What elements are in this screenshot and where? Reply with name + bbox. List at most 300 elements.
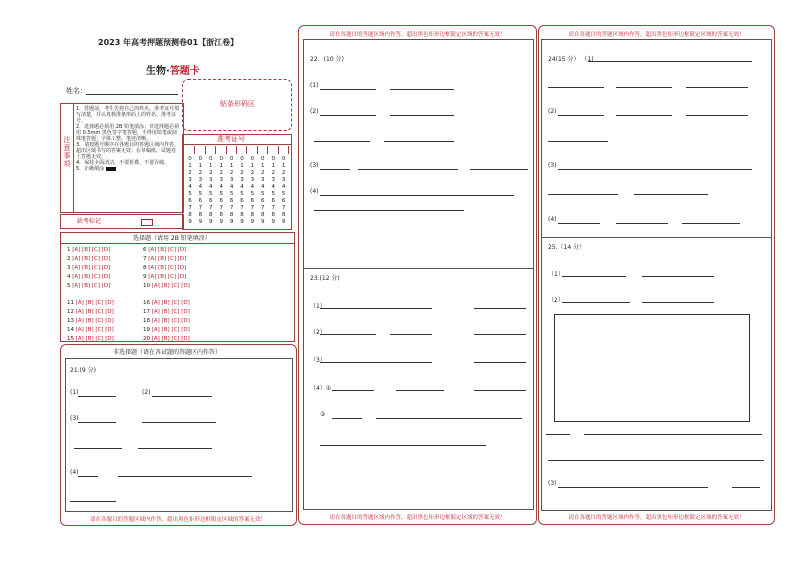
exam-id-digit[interactable]: 3 (219, 177, 223, 183)
exam-id-digit[interactable]: 8 (281, 212, 286, 218)
exam-id-digit[interactable]: 1 (261, 163, 265, 169)
exam-id-digit[interactable]: 1 (198, 163, 203, 169)
exam-id-digit[interactable]: 6 (229, 198, 234, 204)
exam-id-digit[interactable]: 8 (240, 212, 244, 218)
q24-part2: (2) (548, 108, 557, 115)
exam-id-digit[interactable]: 6 (188, 198, 192, 204)
q23-part2: （2） (310, 329, 326, 336)
choice-number: 11 (67, 300, 74, 306)
exam-id-digit[interactable]: 7 (281, 205, 286, 211)
choice-row[interactable] (67, 309, 114, 315)
exam-id-digit[interactable]: 7 (219, 205, 223, 211)
exam-id-digit[interactable]: 3 (240, 177, 244, 183)
exam-id-digit[interactable]: 7 (209, 205, 213, 211)
answer-line[interactable] (332, 418, 362, 419)
choice-number: 16 (143, 300, 150, 306)
answer-line[interactable] (470, 169, 528, 170)
choice-options[interactable]: [A] [B] [C] [D] (74, 309, 114, 315)
answer-line[interactable] (548, 87, 604, 88)
exam-id-cell[interactable] (258, 146, 268, 154)
answer-line[interactable] (584, 434, 762, 435)
answer-line[interactable] (588, 61, 752, 62)
choice-title: 选择题（请用 2B 铅笔填涂） (133, 235, 211, 242)
choice-row[interactable] (143, 318, 190, 324)
exam-id-digit[interactable]: 7 (271, 205, 275, 211)
q23-part5: ② (320, 411, 326, 418)
exam-id-digit[interactable]: 0 (281, 156, 286, 162)
choice-row[interactable] (67, 300, 114, 306)
q21-part2: (2) (142, 389, 151, 396)
answer-line[interactable] (548, 460, 764, 461)
choice-number: 8 (143, 265, 147, 271)
choice-options[interactable]: [A] [B] [C] [D] (74, 318, 114, 324)
exam-id-digit[interactable]: 4 (229, 184, 234, 190)
exam-id-digit[interactable]: 1 (250, 163, 255, 169)
choice-number: 10 (143, 283, 150, 289)
q24-title: 24(15 分） （1) (548, 56, 594, 63)
subject-suffix: 答题卡 (169, 66, 200, 77)
answer-line[interactable] (616, 223, 668, 224)
exam-id-digit[interactable]: 8 (188, 212, 192, 218)
answer-line[interactable] (682, 223, 740, 224)
answer-line[interactable] (320, 195, 514, 196)
choice-row[interactable] (67, 265, 110, 271)
choice-options[interactable]: [A] [B] [C] [D] (70, 256, 111, 262)
exam-id-cell[interactable] (268, 146, 278, 154)
nonchoice-box (60, 344, 297, 526)
choice-number: 1 (67, 247, 71, 253)
choice-options[interactable]: [A] [B] [C] [D] (146, 256, 187, 262)
choice-row[interactable] (67, 256, 110, 262)
exam-id-digit[interactable]: 8 (198, 212, 203, 218)
choice-options[interactable]: [A] [B] [C] [D] (150, 283, 190, 289)
answer-line[interactable] (474, 362, 526, 363)
exam-id-digit[interactable]: 4 (281, 184, 286, 190)
q24-part3: (3) (548, 162, 557, 169)
q22-part1: (1) (310, 82, 319, 89)
answer-line[interactable] (616, 115, 672, 116)
note-item: 2．选择题必须用 2B 铅笔填涂；非选择题必须用 0.5mm 黑色签字笔答题，不得用铅笔或圆珠笔答题；字体工整、笔迹清晰。 (76, 124, 179, 142)
exam-id-digit[interactable]: 5 (281, 191, 286, 197)
choice-number: 14 (67, 327, 74, 333)
exam-id-digit[interactable]: 9 (209, 219, 213, 225)
exam-id-digit-column[interactable] (238, 156, 246, 226)
answer-line[interactable] (558, 487, 708, 488)
exam-id-cell[interactable] (227, 146, 237, 154)
middle-column (298, 25, 537, 525)
choice-number: 7 (143, 256, 147, 262)
notes-divider (73, 104, 74, 212)
answer-line[interactable] (562, 302, 630, 303)
subject-title (146, 62, 200, 77)
exam-id-digit[interactable]: 8 (250, 212, 255, 218)
answer-line[interactable] (358, 169, 458, 170)
exam-id-digit[interactable]: 0 (198, 156, 203, 162)
choice-number: 13 (67, 318, 74, 324)
exam-id-cell[interactable] (185, 146, 195, 154)
exam-id-cell[interactable] (279, 146, 289, 154)
exam-id-digit[interactable]: 2 (209, 170, 213, 176)
q21-part3: (3) (70, 415, 79, 422)
exam-id-digit[interactable]: 8 (229, 212, 234, 218)
exam-id-digit[interactable]: 3 (281, 177, 286, 183)
exam-id-digit[interactable]: 3 (209, 177, 213, 183)
answer-line[interactable] (320, 445, 486, 446)
exam-id-digit[interactable]: 5 (198, 191, 203, 197)
exam-id-digit[interactable]: 9 (198, 219, 203, 225)
choice-options[interactable]: [A] [B] [C] [D] (146, 247, 187, 253)
exam-id-digit[interactable]: 0 (240, 156, 244, 162)
exam-id-digit[interactable]: 4 (188, 184, 192, 190)
exam-id-digit-column[interactable] (280, 156, 288, 226)
answer-line[interactable] (558, 115, 604, 116)
q24-part4: (4) (548, 216, 557, 223)
exam-id-digit[interactable]: 6 (261, 198, 265, 204)
exam-id-digit[interactable]: 5 (250, 191, 255, 197)
answer-line[interactable] (546, 434, 570, 435)
exam-id-digit[interactable]: 8 (219, 212, 223, 218)
answer-line[interactable] (320, 115, 376, 116)
answer-line[interactable] (78, 396, 116, 397)
exam-id-box (182, 134, 292, 230)
choice-row[interactable] (67, 283, 110, 289)
exam-id-digit[interactable]: 7 (198, 205, 203, 211)
exam-id-digit[interactable]: 0 (209, 156, 213, 162)
choice-number: 3 (67, 265, 71, 271)
exam-id-digit[interactable]: 0 (271, 156, 275, 162)
exam-id-digit[interactable]: 1 (219, 163, 223, 169)
exam-id-digit-column[interactable] (217, 156, 225, 226)
exam-id-digit[interactable]: 5 (188, 191, 192, 197)
exam-id-digit[interactable]: 4 (209, 184, 213, 190)
nonchoice-title: 非选择题（请在各试题的答题区内作答） (113, 349, 222, 356)
exam-id-digit[interactable]: 5 (271, 191, 275, 197)
choice-row[interactable] (143, 309, 190, 315)
exam-id-digit[interactable]: 2 (281, 170, 286, 176)
choice-number: 17 (143, 309, 150, 315)
exam-id-digit[interactable]: 3 (188, 177, 192, 183)
exam-id-digit[interactable]: 5 (240, 191, 244, 197)
exam-id-cell[interactable] (195, 146, 205, 154)
answer-line[interactable] (396, 390, 444, 391)
note-item: 5．正确填涂 (76, 166, 180, 172)
q25-part2: （2） (548, 297, 564, 304)
choice-row[interactable] (143, 336, 190, 342)
choice-options[interactable]: [A] [B] [C] [D] (70, 274, 111, 280)
exam-id-digit-column[interactable] (196, 156, 204, 226)
q21-part4: (4) (70, 469, 79, 476)
exam-id-digit[interactable]: 5 (229, 191, 234, 197)
barcode-area (182, 79, 292, 131)
choice-number: 2 (67, 256, 71, 262)
choice-row[interactable] (143, 283, 190, 289)
exam-id-digit[interactable]: 5 (209, 191, 213, 197)
exam-id-cell[interactable] (237, 146, 247, 154)
choice-row[interactable] (143, 300, 190, 306)
answer-line[interactable] (320, 308, 432, 309)
exam-id-digit[interactable]: 6 (281, 198, 286, 204)
note-item: 4．保持卡面清洁，不要折叠、不要弄破。 (76, 160, 170, 166)
exam-id-digit[interactable]: 3 (261, 177, 265, 183)
note-item: 3．请按题号顺序在各题目的答题区域内作答，超出区域书写的答案无效；在草稿纸、试题卷上答题无效。 (76, 142, 180, 160)
exam-title: 2023 年高考押题预测卷01【浙江卷】 (98, 38, 239, 47)
exam-id-digit[interactable]: 9 (240, 219, 244, 225)
exam-id-digit-column[interactable] (186, 156, 194, 226)
choice-options[interactable]: [A] [B] [C] [D] (150, 309, 190, 315)
q25-area[interactable] (541, 236, 772, 511)
exam-id-digit[interactable]: 7 (240, 205, 244, 211)
exam-id-digit[interactable]: 0 (250, 156, 255, 162)
exam-id-digit[interactable]: 4 (250, 184, 255, 190)
exam-id-digit[interactable]: 6 (271, 198, 275, 204)
answer-line[interactable] (142, 422, 216, 423)
choice-box (60, 232, 295, 342)
subject-prefix: 生物· (146, 66, 170, 77)
note-item: 1．答题前，考生先将自己的姓名、准考证号填写清楚，并认真核准条形码上的姓名、准考证号。 (76, 106, 180, 124)
barcode-label: 贴条形码区 (220, 100, 255, 108)
answer-line[interactable] (138, 448, 212, 449)
exam-id-digit-column[interactable] (248, 156, 256, 226)
choice-options[interactable]: [A] [B] [C] [D] (150, 336, 190, 342)
choice-number: 18 (143, 318, 150, 324)
exam-id-digit[interactable]: 7 (188, 205, 192, 211)
answer-line[interactable] (616, 87, 672, 88)
answer-line[interactable] (152, 396, 212, 397)
q23-part1: （1） (310, 303, 326, 310)
exam-id-digit[interactable]: 4 (198, 184, 203, 190)
right-column (538, 25, 775, 525)
choice-number: 15 (67, 336, 74, 342)
notes-box (60, 103, 184, 213)
choice-options[interactable]: [A] [B] [C] [D] (74, 336, 114, 342)
answer-line[interactable] (390, 89, 454, 90)
exam-id-digit[interactable]: 8 (261, 212, 265, 218)
exam-id-digit[interactable]: 4 (271, 184, 275, 190)
answer-line[interactable] (390, 334, 432, 335)
exam-id-digit[interactable]: 8 (271, 212, 275, 218)
choice-row[interactable] (67, 274, 110, 280)
exam-id-digit[interactable]: 0 (261, 156, 265, 162)
q22-part3: (3) (310, 162, 319, 169)
notice-text: 请在各题目的答题区域内作答，超出黑色矩形边框限定区域的答案无效！ (568, 515, 745, 521)
answer-line[interactable] (558, 223, 600, 224)
choice-options[interactable]: [A] [B] [C] [D] (150, 318, 190, 324)
notice-text: 请在各题目的答题区域内作答，超出黑色矩形边框限定区域的答案无效！ (329, 32, 506, 38)
exam-id-digit-column[interactable] (207, 156, 215, 226)
exam-id-digit[interactable]: 4 (219, 184, 223, 190)
choice-number: 5 (67, 283, 71, 289)
q22-part4: (4) (310, 188, 319, 195)
exam-id-digit[interactable]: 2 (219, 170, 223, 176)
answer-line[interactable] (74, 448, 122, 449)
answer-line[interactable] (642, 276, 714, 277)
exam-id-digit[interactable]: 2 (240, 170, 244, 176)
answer-line[interactable] (320, 334, 376, 335)
choice-number: 4 (67, 274, 71, 280)
exam-id-digit[interactable]: 4 (240, 184, 244, 190)
exam-id-digit[interactable]: 9 (229, 219, 234, 225)
q24-area[interactable] (541, 39, 772, 238)
q22-part2: (2) (310, 108, 319, 115)
choice-row[interactable] (143, 256, 186, 262)
q23-area[interactable] (303, 267, 534, 510)
answer-line[interactable] (474, 308, 526, 309)
filled-sample (106, 167, 116, 171)
exam-id-digit[interactable]: 9 (250, 219, 255, 225)
choice-row[interactable] (67, 247, 110, 253)
answer-line[interactable] (558, 169, 752, 170)
exam-id-digit[interactable]: 2 (250, 170, 255, 176)
choice-row[interactable] (67, 336, 114, 342)
q22-title: 22．(10 分) (310, 56, 344, 63)
name-line[interactable] (86, 94, 178, 95)
exam-id-digit[interactable]: 1 (281, 163, 286, 169)
answer-line[interactable] (78, 476, 98, 477)
choice-row[interactable] (143, 247, 186, 253)
q21-title: 21.(9 分) (70, 367, 96, 374)
exam-id-digit[interactable]: 2 (229, 170, 234, 176)
answer-line[interactable] (118, 476, 252, 477)
exam-id-digit[interactable]: 6 (198, 198, 203, 204)
choice-row[interactable] (67, 327, 114, 333)
notice-text: 请在各题目的答题区域内作答，超出黑色矩形边框限定区域的答案无效！ (89, 517, 266, 523)
absent-checkbox[interactable] (141, 219, 153, 226)
drawing-box[interactable] (554, 314, 750, 422)
answer-line[interactable] (562, 276, 626, 277)
choice-row[interactable] (143, 327, 190, 333)
notes-list (76, 106, 180, 172)
choice-options[interactable]: [A] [B] [C] [D] (70, 265, 111, 271)
answer-line[interactable] (474, 334, 526, 335)
answer-line[interactable] (320, 362, 432, 363)
q25-part1: （1） (548, 271, 564, 278)
exam-id-digit-column[interactable] (259, 156, 267, 226)
exam-id-digit[interactable]: 3 (250, 177, 255, 183)
exam-id-digit[interactable]: 7 (250, 205, 255, 211)
exam-id-cell[interactable] (247, 146, 257, 154)
answer-line[interactable] (320, 169, 350, 170)
choice-grid (67, 247, 287, 342)
notes-label: 注意事项 (63, 136, 71, 168)
exam-id-digit[interactable]: 3 (229, 177, 234, 183)
answer-line[interactable] (314, 141, 370, 142)
exam-id-digit[interactable]: 2 (261, 170, 265, 176)
exam-id-cell[interactable] (206, 146, 216, 154)
q21-area[interactable] (65, 358, 293, 512)
choice-row[interactable] (143, 265, 186, 271)
q23-title: 23.(12 分) (310, 275, 340, 282)
exam-id-digit[interactable]: 1 (209, 163, 213, 169)
answer-line[interactable] (314, 210, 464, 211)
q23-part4: （4）① (310, 385, 332, 392)
exam-id-bubbles[interactable] (185, 156, 289, 228)
q22-area[interactable] (303, 39, 534, 269)
answer-line[interactable] (634, 194, 708, 195)
exam-id-digit[interactable]: 5 (261, 191, 265, 197)
exam-id-digit[interactable]: 1 (271, 163, 275, 169)
answer-line[interactable] (384, 141, 454, 142)
choice-options[interactable]: [A] [B] [C] [D] (150, 300, 190, 306)
exam-id-digit[interactable]: 6 (240, 198, 244, 204)
exam-id-digit[interactable]: 7 (229, 205, 234, 211)
exam-id-digit[interactable]: 7 (261, 205, 265, 211)
answer-line[interactable] (332, 390, 374, 391)
exam-id-digit[interactable]: 2 (188, 170, 192, 176)
exam-id-digit[interactable]: 5 (219, 191, 223, 197)
exam-id-digit[interactable]: 4 (261, 184, 265, 190)
absent-label: 缺考标记 (77, 218, 102, 225)
q25-part3: (3) (548, 480, 557, 487)
exam-id-digit[interactable]: 9 (271, 219, 275, 225)
answer-line[interactable] (376, 418, 522, 419)
exam-id-digit[interactable]: 0 (229, 156, 234, 162)
exam-id-digit[interactable]: 9 (188, 219, 192, 225)
choice-options[interactable]: [A] [B] [C] [D] (146, 265, 187, 271)
answer-line[interactable] (642, 302, 714, 303)
choice-options[interactable]: [A] [B] [C] [D] (74, 327, 114, 333)
exam-id-digit[interactable]: 0 (188, 156, 192, 162)
exam-id-digit[interactable]: 3 (198, 177, 203, 183)
exam-id-cells (185, 146, 289, 156)
answer-line[interactable] (320, 89, 376, 90)
answer-line[interactable] (390, 115, 454, 116)
notice-text: 请在各题目的答题区域内作答，超出黑色矩形边框限定区域的答案无效！ (568, 32, 745, 38)
exam-id-digit[interactable]: 6 (219, 198, 223, 204)
exam-id-digit[interactable]: 9 (261, 219, 265, 225)
choice-options[interactable]: [A] [B] [C] [D] (150, 327, 190, 333)
choice-number: 19 (143, 327, 150, 333)
exam-id-digit[interactable]: 2 (271, 170, 275, 176)
choice-options[interactable]: [A] [B] [C] [D] (74, 300, 114, 306)
exam-id-digit[interactable]: 1 (240, 163, 244, 169)
exam-id-digit[interactable]: 9 (281, 219, 286, 225)
answer-line[interactable] (732, 487, 760, 488)
exam-id-digit[interactable]: 6 (209, 198, 213, 204)
name-label: 姓名： (66, 87, 87, 95)
exam-id-digit[interactable]: 6 (250, 198, 255, 204)
answer-line[interactable] (686, 87, 748, 88)
choice-options[interactable]: [A] [B] [C] [D] (70, 247, 111, 253)
choice-options[interactable]: [A] [B] [C] [D] (70, 283, 111, 289)
choice-number: 20 (143, 336, 150, 342)
q21-part1: (1) (70, 389, 79, 396)
choice-row[interactable] (143, 274, 186, 280)
exam-id-cell[interactable] (216, 146, 226, 154)
exam-id-digit[interactable]: 1 (229, 163, 234, 169)
q25-title: 25.（14 分） (548, 244, 586, 251)
exam-id-digit-column[interactable] (228, 156, 236, 226)
answer-line[interactable] (70, 501, 116, 502)
choice-row[interactable] (67, 318, 114, 324)
exam-id-digit[interactable]: 9 (219, 219, 223, 225)
exam-id-digit[interactable]: 8 (209, 212, 213, 218)
choice-options[interactable]: [A] [B] [C] [D] (146, 274, 187, 280)
absent-box (60, 214, 184, 229)
exam-id-digit[interactable]: 2 (198, 170, 203, 176)
choice-number: 6 (143, 247, 147, 253)
answer-line[interactable] (78, 422, 116, 423)
answer-line[interactable] (548, 194, 618, 195)
exam-id-digit-column[interactable] (269, 156, 277, 226)
exam-id-digit[interactable]: 0 (219, 156, 223, 162)
exam-id-digit[interactable]: 3 (271, 177, 275, 183)
answer-line[interactable] (686, 115, 748, 116)
q23-part3: （3） (310, 357, 326, 364)
answer-line[interactable] (548, 141, 608, 142)
answer-line[interactable] (474, 390, 526, 391)
exam-id-digit[interactable]: 1 (188, 163, 192, 169)
notice-text: 请在各题目的答题区域内作答，超出黑色矩形边框限定区域的答案无效！ (329, 515, 506, 521)
